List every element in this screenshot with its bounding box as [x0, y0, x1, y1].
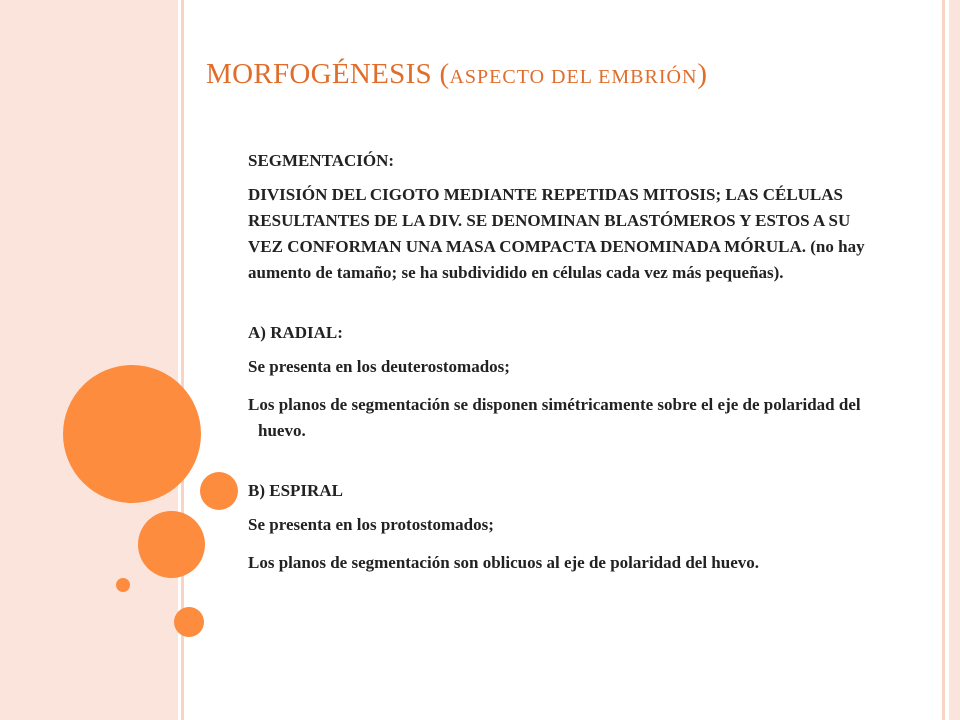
- espiral-description: Los planos de segmentación son oblicuos al eje de polaridad del huevo.: [248, 553, 760, 572]
- title-subtitle: ASPECTO DEL EMBRIÓN: [449, 66, 698, 88]
- slide-title: [206, 58, 707, 91]
- decorative-circle-small: [174, 607, 204, 637]
- decorative-circle-small: [200, 472, 238, 510]
- title-main: MORFOGÉNESIS (: [206, 58, 450, 90]
- espiral-where: Se presenta en los protostomados;: [248, 515, 494, 534]
- espiral-label: B) ESPIRAL: [248, 481, 343, 500]
- decorative-circle-tiny: [116, 578, 130, 592]
- title-close: ): [697, 58, 708, 90]
- decorative-circle-large: [63, 365, 201, 503]
- radial-description: Los planos de segmentación se disponen simétricamente sobre el eje de polaridad del huevo.: [248, 395, 861, 440]
- section-heading: SEGMENTACIÓN:: [248, 151, 395, 170]
- right-decorative-line: [942, 0, 945, 720]
- slide-body: [248, 148, 888, 576]
- right-decorative-band: [949, 0, 960, 720]
- left-decorative-band: [0, 0, 178, 720]
- radial-where: Se presenta en los deuterostomados;: [248, 357, 510, 376]
- intro-paragraph: DIVISIÓN DEL CIGOTO MEDIANTE REPETIDAS MITOSIS; LAS CÉLULAS RESULTANTES DE LA DIV. SE DENOMINAN BLASTÓMEROS Y ESTOS A SU VEZ CONFORMAN UNA MASA COMPACTA DENOMINADA MÓRULA. (no hay aumento de tamaño; se ha subdividido en células cada vez más pequeñas).: [248, 185, 865, 282]
- decorative-circle-medium: [138, 511, 205, 578]
- radial-label: A) RADIAL:: [248, 323, 343, 342]
